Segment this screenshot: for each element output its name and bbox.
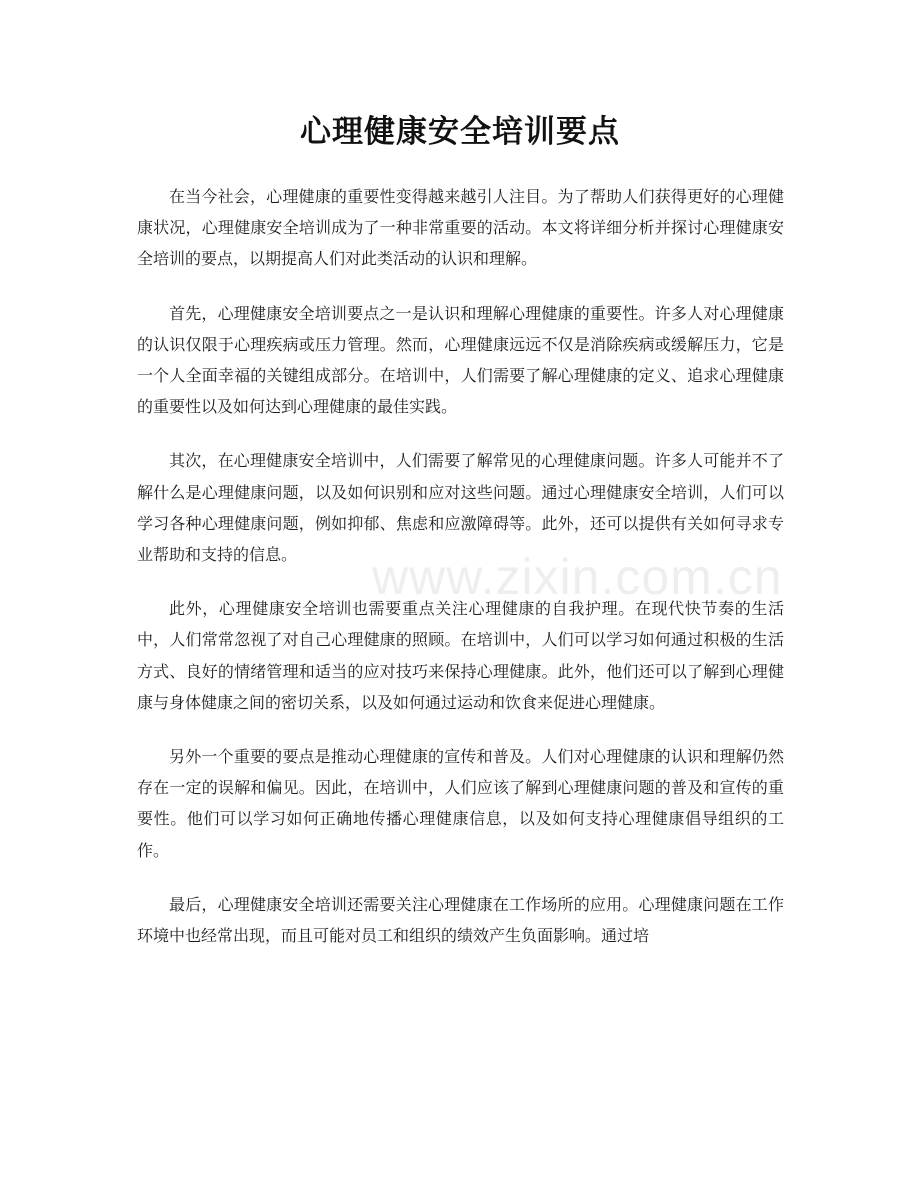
paragraph-5: 另外一个重要的要点是推动心理健康的宣传和普及。人们对心理健康的认识和理解仍然存在一定的误解和偏见。因此，在培训中，人们应该了解到心理健康问题的普及和宣传的重要性。他们可以学习如何正确地传播心理健康信息，以及如何支持心理健康倡导组织的工作。 bbox=[137, 747, 784, 860]
paragraph-1: 在当今社会，心理健康的重要性变得越来越引人注目。为了帮助人们获得更好的心理健康状况，心理健康安全培训成为了一种非常重要的活动。本文将详细分析并探讨心理健康安全培训的要点，以期提高人们对此类活动的认识和理解。 bbox=[137, 187, 784, 269]
paragraph-3: 其次，在心理健康安全培训中，人们需要了解常见的心理健康问题。许多人可能并不了解什么是心理健康问题，以及如何识别和应对这些问题。通过心理健康安全培训，人们可以学习各种心理健康问题，例如抑郁、焦虑和应激障碍等。此外，还可以提供有关如何寻求专业帮助和支持的信息。 bbox=[137, 451, 784, 565]
paragraph-6: 最后，心理健康安全培训还需要关注心理健康在工作场所的应用。心理健康问题在工作环境中也经常出现，而且可能对员工和组织的绩效产生负面影响。通过培 bbox=[137, 894, 784, 946]
document-title: 心理健康安全培训要点 bbox=[300, 114, 620, 150]
watermark: www.zixin.com.cn bbox=[372, 549, 783, 605]
document-body bbox=[137, 181, 784, 974]
paragraph-2: 首先，心理健康安全培训要点之一是认识和理解心理健康的重要性。许多人对心理健康的认识仅限于心理疾病或压力管理。然而，心理健康远远不仅是消除疾病或缓解压力，它是一个人全面幸福的关键组成部分。在培训中，人们需要了解心理健康的定义、追求心理健康的重要性以及如何达到心理健康的最佳实践。 bbox=[137, 303, 784, 417]
paragraph-4: 此外，心理健康安全培训也需要重点关注心理健康的自我护理。在现代快节奏的生活中，人们常常忽视了对自己心理健康的照顾。在培训中，人们可以学习如何通过积极的生活方式、良好的情绪管理和适当的应对技巧来保持心理健康。此外，他们还可以了解到心理健康与身体健康之间的密切关系，以及如何通过运动和饮食来促进心理健康。 bbox=[137, 599, 784, 712]
